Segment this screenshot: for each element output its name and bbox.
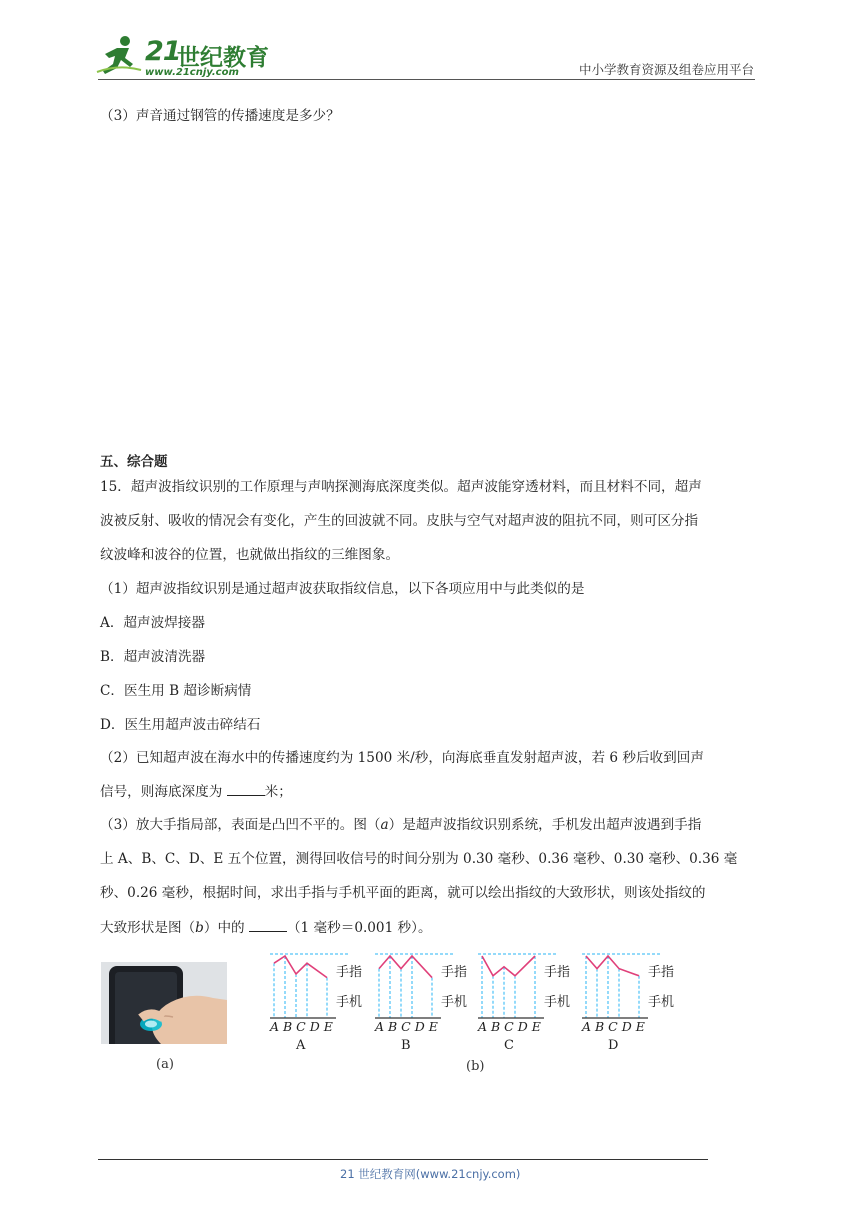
q15-part2-line2 [100, 781, 292, 802]
platform-name: 中小学教育资源及组卷应用平台 [578, 62, 754, 77]
part3-l4-italic: b [195, 920, 204, 936]
panel-C-finger-profile [482, 956, 535, 976]
header-logo [95, 34, 295, 80]
q15-part3-line4 [100, 917, 432, 938]
logo-text: 世纪教育 [177, 45, 269, 71]
option-d: D．医生用超声波击碎结石 [100, 717, 261, 733]
logo-number: 21 [145, 36, 181, 67]
panel-D-finger-profile [586, 956, 639, 976]
panel-B-finger-profile [379, 956, 432, 978]
panel-C-point-letters: A B C D E [478, 1019, 541, 1034]
panel-B-finger-label: 手指 [441, 965, 468, 980]
figure-a-label: (a) [156, 1057, 174, 1072]
part3-l4-b: ）中的 [203, 920, 249, 936]
q15-stem-line-2: 波被反射、吸收的情况会有变化，产生的回波就不同。皮肤与空气对超声波的阻抗不同，则可区分指 [100, 513, 699, 529]
figure-a-photo [101, 962, 227, 1044]
option-c: C．医生用 B 超诊断病情 [100, 683, 252, 699]
part3-l1-b: ）是超声波指纹识别系统，手机发出超声波遇到手指 [388, 817, 702, 833]
answer-blank-depth[interactable] [227, 781, 265, 796]
panel-D-finger-label: 手指 [648, 965, 675, 980]
q15-part3-line1 [100, 815, 701, 835]
panel-A-id-label: A [296, 1038, 306, 1050]
header-divider [98, 79, 755, 80]
part3-l4-a: 大致形状是图（ [100, 920, 196, 936]
option-b: B．超声波清洗器 [100, 649, 206, 665]
figure-b-label: (b) [466, 1059, 485, 1074]
panel-A-finger-label: 手指 [336, 965, 363, 980]
panel-B-phone-label: 手机 [441, 995, 468, 1010]
panel-D-phone-label: 手机 [648, 995, 675, 1010]
figure-b-diagram [262, 940, 702, 1050]
runner-logo-icon [95, 34, 143, 78]
panel-A-phone-label: 手机 [336, 995, 363, 1010]
q14-part3: （3）声音通过钢管的传播速度是多少？ [100, 108, 340, 124]
panel-B-point-letters: A B C D E [375, 1019, 438, 1034]
q15-part2-line1: （2）已知超声波在海水中的传播速度约为 1500 米/秒，向海底垂直发射超声波，若 6 秒后收到回声 [100, 750, 704, 766]
part3-l1-a: （3）放大手指局部，表面是凸凹不平的。图（ [100, 817, 381, 833]
footer-divider [98, 1159, 708, 1160]
option-a: A．超声波焊接器 [100, 615, 205, 631]
panel-A-point-letters: A B C D E [270, 1019, 333, 1034]
section-title: 五、综合题 [100, 454, 168, 470]
logo-url: www.21cnjy.com [145, 67, 239, 78]
panel-D-id-label: D [608, 1038, 619, 1050]
answer-blank-shape[interactable] [249, 917, 287, 932]
part3-l1-italic: a [380, 817, 389, 833]
panel-A-finger-profile [274, 956, 327, 978]
part2-text-after: 米； [264, 784, 292, 800]
phone-fingerprint-illustration [101, 962, 227, 1044]
panel-D-point-letters: A B C D E [582, 1019, 645, 1034]
part3-l4-c: （1 毫秒＝0.001 秒）。 [286, 920, 432, 936]
panel-C-phone-label: 手机 [544, 995, 571, 1010]
q15-part3-line2: 上 A、B、C、D、E 五个位置，测得回收信号的时间分别为 0.30 毫秒、0.36 毫秒、0.30 毫秒、0.36 毫 [100, 851, 738, 867]
q15-part1: （1）超声波指纹识别是通过超声波获取指纹信息，以下各项应用中与此类似的是 [100, 581, 585, 597]
panel-C-id-label: C [504, 1038, 514, 1050]
footer-text: 21 世纪教育网(www.21cnjy.com) [340, 1167, 521, 1181]
q15-part3-line3: 秒、0.26 毫秒，根据时间，求出手指与手机平面的距离，就可以绘出指纹的大致形状，则该处指纹的 [100, 885, 706, 901]
q15-stem-line-1: 15．超声波指纹识别的工作原理与声呐探测海底深度类似。超声波能穿透材料，而且材料不同，超声 [100, 479, 702, 495]
part2-text-before: 信号，则海底深度为 [100, 784, 227, 800]
q15-stem-line-3: 纹波峰和波谷的位置，也就做出指纹的三维图象。 [100, 547, 400, 563]
panel-C-finger-label: 手指 [544, 965, 571, 980]
panel-B-id-label: B [401, 1038, 411, 1050]
